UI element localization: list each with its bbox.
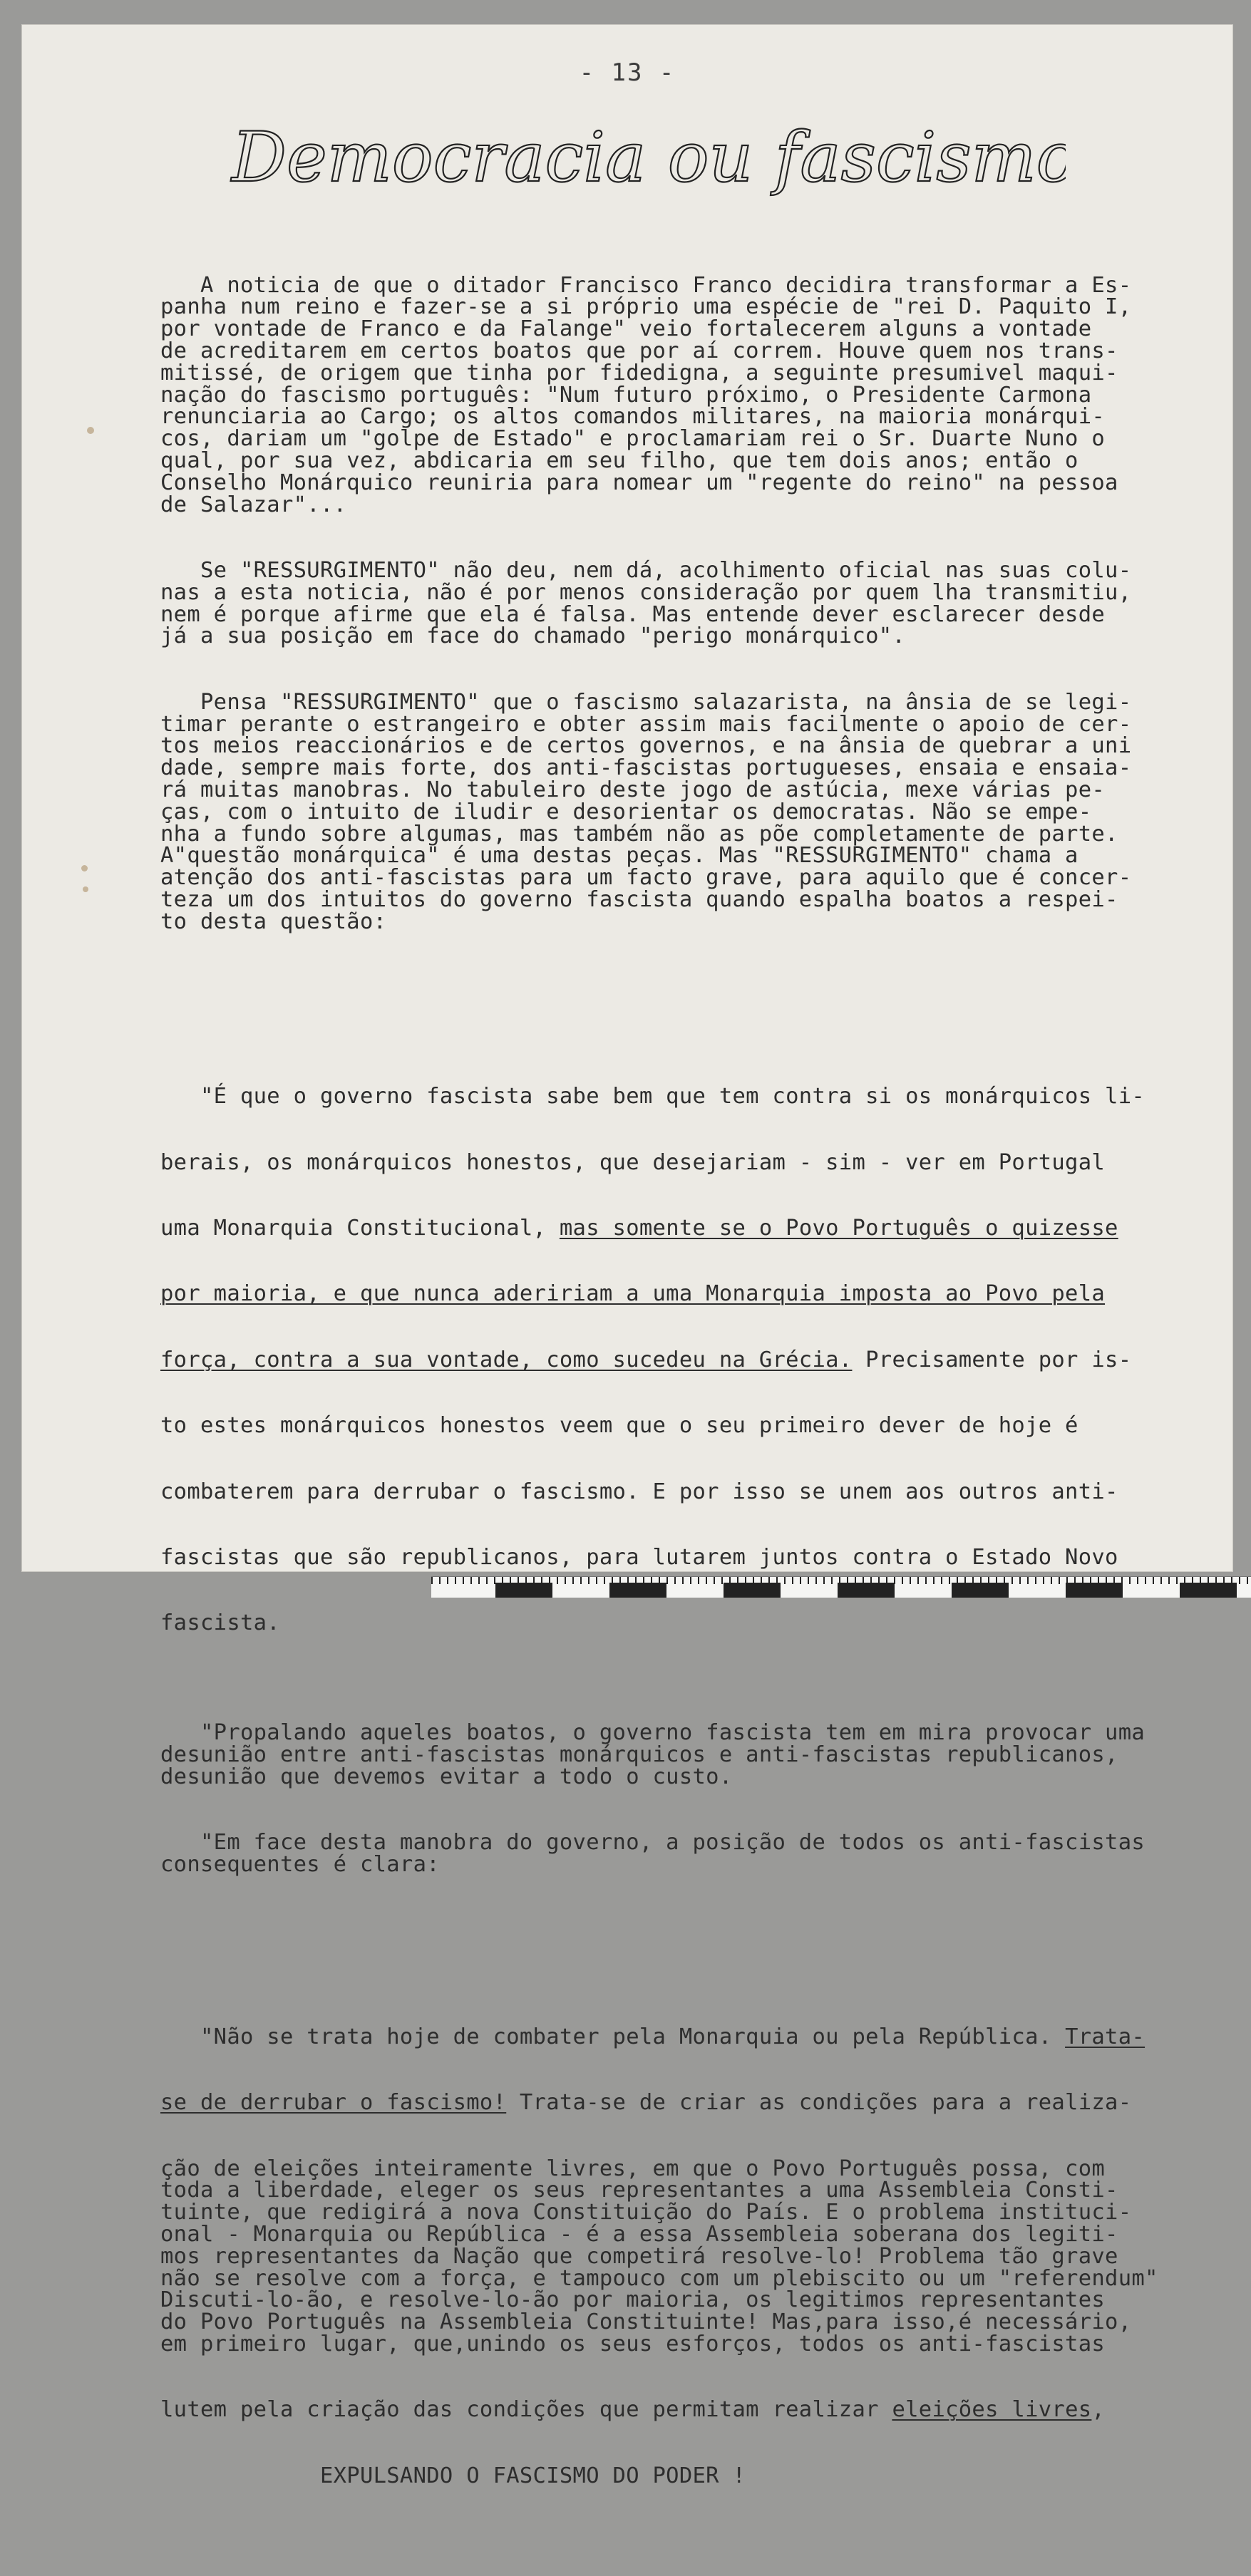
underlined-text: Trata- <box>1065 2024 1146 2049</box>
line: nem é porque afirme que ela é falsa. Mas entende dever esclarecer desde <box>160 601 1106 627</box>
line: nas a esta noticia, não é por menos consideração por quem lha transmitiu, <box>160 579 1132 605</box>
line: "Propalando aqueles boatos, o governo fascista tem em mira provocar uma <box>160 1720 1146 1746</box>
title-text: Democracia ou fascismo ? <box>232 118 1066 197</box>
line: tos meios reaccionários e de certos governos, e na ânsia de quebrar a uni <box>160 733 1132 759</box>
underlined-text: se de derrubar o fascismo! <box>160 2090 507 2116</box>
line: não se resolve com a força, e tampouco com um plebiscito ou um "referendum" <box>160 2265 1158 2291</box>
paragraph-7-quote <box>160 1982 1201 2531</box>
document-page <box>21 24 1233 2488</box>
line: toda a liberdade, eleger os seus representantes a uma Assembleia Consti- <box>160 2178 1118 2203</box>
underlined-text: eleições livres <box>892 2397 1092 2423</box>
line <box>160 2092 1201 2114</box>
line: "É que o governo fascista sabe bem que tem contra si os monárquicos li- <box>160 1084 1146 1109</box>
line: consequentes é clara: <box>160 1852 440 1878</box>
page-number: - 13 - <box>579 58 676 87</box>
handwritten-title <box>225 101 1066 215</box>
line: onal - Monarquia ou República - é a essa Assembleia soberana dos legiti- <box>160 2221 1118 2247</box>
underlined-text: mas somente se o Povo Português o quizesse <box>559 1216 1118 1241</box>
ruler-block <box>838 1583 895 1598</box>
line: desunião que devemos evitar a todo o custo. <box>160 1764 733 1789</box>
line: de Salazar"... <box>160 492 347 517</box>
line: desunião entre anti-fascistas monárquicos e anti-fascistas republicanos, <box>160 1742 1118 1768</box>
line <box>160 2024 1201 2049</box>
ruler-block <box>1066 1583 1123 1598</box>
line: renunciaria ao Cargo; os altos comandos militares, na maioria monárqui- <box>160 404 1106 430</box>
line: do Povo Português na Assembleia Constituinte! Mas,para isso,é necessário, <box>160 2309 1132 2335</box>
paragraph-7-lines <box>160 2158 1201 2356</box>
paragraph-2 <box>160 557 1201 649</box>
line: mos representantes da Nação que competirá resolve-lo! Problema tão grave <box>160 2243 1118 2269</box>
line <box>160 1347 1201 1372</box>
underlined-text: por maioria, e que nunca adeririam a uma Monarquia imposta ao Povo pela <box>160 1281 1106 1307</box>
line: berais, os monárquicos honestos, que desejariam - sim - ver em Portugal <box>160 1149 1106 1175</box>
line: Se "RESSURGIMENTO" não deu, nem dá, acolhimento oficial nas suas colu- <box>160 557 1132 583</box>
line: nação do fascismo português: "Num futuro próximo, o Presidente Carmona <box>160 382 1092 408</box>
line: A noticia de que o ditador Francisco Franco decidira transformar a Es- <box>160 272 1132 298</box>
paper-stain <box>87 427 94 434</box>
line-head: uma Monarquia Constitucional, <box>160 1216 560 1241</box>
line: combaterem para derrubar o fascismo. E por isso se unem aos outros anti- <box>160 1479 1118 1504</box>
paragraph-6 <box>160 1832 1201 1876</box>
line: qual, por sua vez, abdicaria em seu filho, que tem dois anos; então o <box>160 448 1078 473</box>
paper-stain <box>83 886 88 892</box>
line-tail: Trata-se de criar as condições para a realiza- <box>506 2090 1132 2116</box>
line: Pensa "RESSURGIMENTO" que o fascismo salazarista, na ânsia de se legi- <box>160 689 1132 715</box>
underlined-text: força, contra a sua vontade, como sucedeu na Grécia. <box>160 1347 853 1372</box>
line: timar perante o estrangeiro e obter assim mais facilmente o apoio de cer- <box>160 711 1132 737</box>
line: to desta questão: <box>160 909 387 934</box>
line: atenção dos anti-fascistas para um facto grave, para aquilo que é concer- <box>160 865 1132 891</box>
line: panha num reino e fazer-se a si próprio uma espécie de "rei D. Paquito I, <box>160 294 1132 320</box>
line: nha a fundo sobre algumas, mas também não as põe completamente de parte. <box>160 821 1118 847</box>
line-head: lutem pela criação das condições que permitam realizar <box>160 2397 892 2423</box>
line <box>160 1218 1201 1240</box>
document-body <box>160 231 1201 2575</box>
ruler-block <box>1180 1583 1237 1598</box>
scale-ruler <box>431 1576 1251 1598</box>
ruler-block <box>952 1583 1009 1598</box>
line-head: "Não se trata hoje de combater pela Monarquia ou pela República. <box>160 2024 1066 2049</box>
line: fascista. <box>160 1610 280 1636</box>
paragraph-1 <box>160 272 1201 517</box>
line: Discuti-lo-ão, e resolve-lo-ão por maioria, os legitimos representantes <box>160 2287 1106 2313</box>
line-tail: , <box>1091 2397 1106 2423</box>
line: em primeiro lugar, que,unindo os seus esforços, todos os anti-fascistas <box>160 2331 1106 2357</box>
closing-line: EXPULSANDO O FASCISMO DO PODER ! <box>160 2463 746 2488</box>
ruler-block <box>724 1583 781 1598</box>
line: por vontade de Franco e da Falange" veio fortalecerem alguns a vontade <box>160 316 1092 342</box>
line: ção de eleições inteiramente livres, em que o Povo Português possa, com <box>160 2156 1106 2181</box>
line: "Em face desta manobra do governo, a posição de todos os anti-fascistas <box>160 1830 1146 1856</box>
line: fascistas que são republicanos, para lutarem juntos contra o Estado Novo <box>160 1545 1118 1571</box>
line: rá muitas manobras. No tabuleiro deste jogo de astúcia, mexe várias pe- <box>160 777 1106 802</box>
ruler-block <box>495 1583 552 1598</box>
line-tail: Precisamente por is- <box>852 1347 1132 1372</box>
line: cos, dariam um "golpe de Estado" e proclamariam rei o Sr. Duarte Nuno o <box>160 426 1106 452</box>
line: Conselho Monárquico reuniria para nomear um "regente do reino" na pessoa <box>160 470 1118 495</box>
line <box>160 2399 1201 2421</box>
line: A"questão monárquica" é uma destas peças. Mas "RESSURGIMENTO" chama a <box>160 843 1078 869</box>
line: teza um dos intuitos do governo fascista quando espalha boatos a respei- <box>160 886 1118 912</box>
line: de acreditarem em certos boatos que por aí correm. Houve quem nos trans- <box>160 338 1118 363</box>
line: já a sua posição em face do chamado "perigo monárquico". <box>160 624 906 649</box>
line: tuinte, que redigirá a nova Constituição do País. E o problema instituci- <box>160 2200 1132 2225</box>
line <box>160 1283 1201 1305</box>
paragraph-3 <box>160 689 1201 934</box>
document-title <box>225 101 1066 215</box>
line: dade, sempre mais forte, dos anti-fascistas portugueses, ensaia e ensaia- <box>160 755 1132 781</box>
paper-stain <box>81 865 88 871</box>
paragraph-5 <box>160 1722 1201 1788</box>
line: mitissé, de origem que tinha por fidedigna, a seguinte presumivel maqui- <box>160 360 1118 386</box>
ruler-block <box>609 1583 666 1598</box>
line: ças, com o intuito de iludir e desorientar os democratas. Não se empe- <box>160 799 1092 824</box>
line: to estes monárquicos honestos veem que o seu primeiro dever de hoje é <box>160 1413 1078 1439</box>
